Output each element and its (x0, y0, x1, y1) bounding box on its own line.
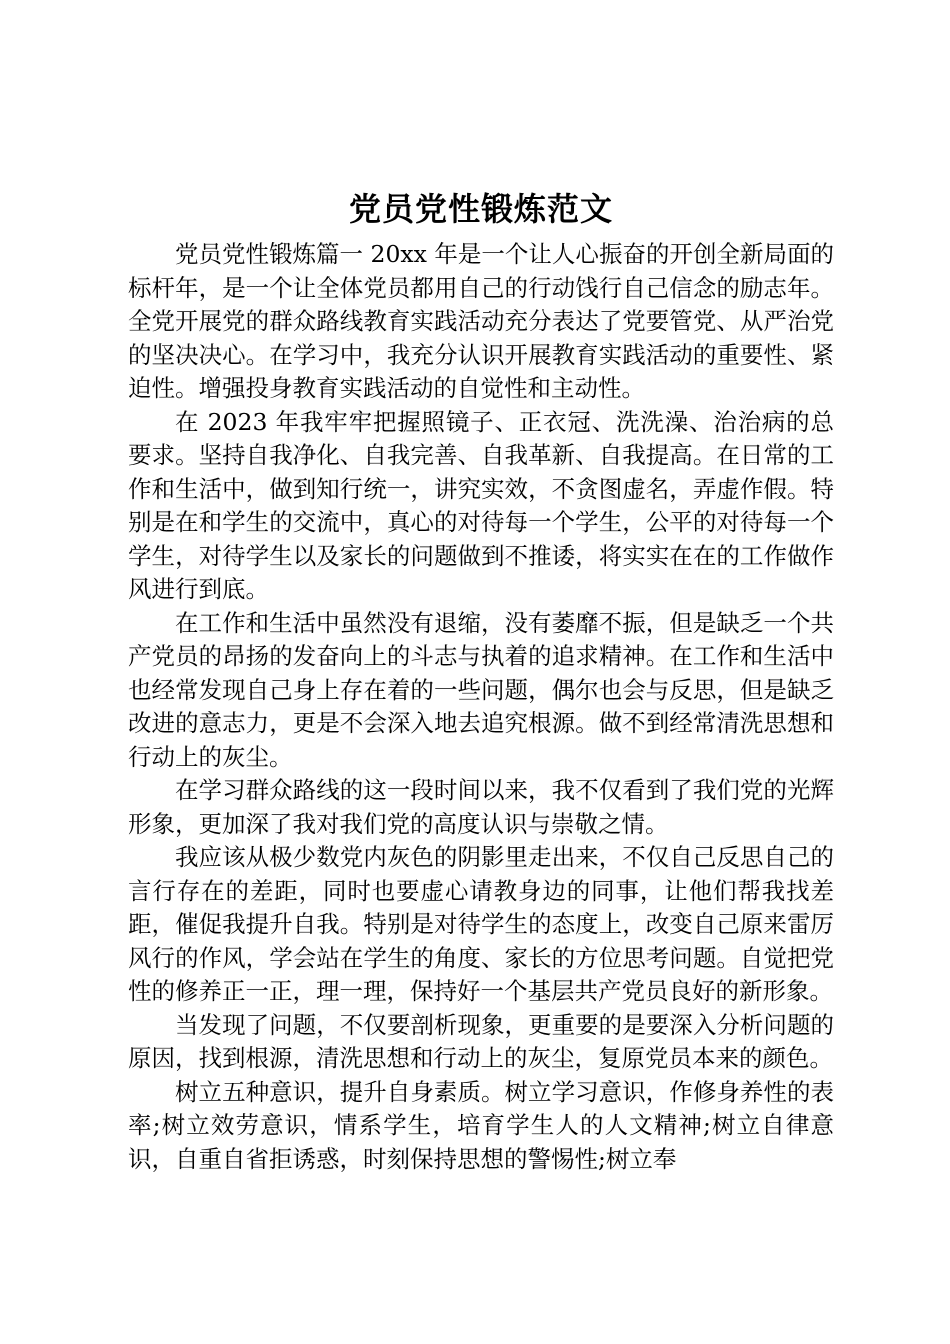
paragraph-2: 在 2023 年我牢牢把握照镜子、正衣冠、洗洗澡、治治病的总要求。坚持自我净化、自我完善、自我革新、自我提高。在日常的工作和生活中，做到知行统一，讲究实效，不贪图虚名，弄虚作假。特别是在和学生的交流中，真心的对待每一个学生，公平的对待每一个学生，对待学生以及家长的问题做到不推诿，将实实在在的工作做作风进行到底。 (128, 407, 834, 603)
paragraph-7: 树立五种意识，提升自身素质。树立学习意识，作修身养性的表率;树立效劳意识，情系学生，培育学生人的人文精神;树立自律意识，自重自省拒诱惑，时刻保持思想的警惕性;树立奉 (128, 1077, 834, 1173)
paragraph-4: 在学习群众路线的这一段时间以来，我不仅看到了我们党的光辉形象，更加深了我对我们党的高度认识与崇敬之情。 (128, 776, 834, 838)
paragraph-6: 当发现了问题，不仅要剖析现象，更重要的是要深入分析问题的原因，找到根源，清洗思想和行动上的灰尘，复原党员本来的颜色。 (128, 1010, 834, 1072)
paragraph-3: 在工作和生活中虽然没有退缩，没有萎靡不振，但是缺乏一个共产党员的昂扬的发奋向上的斗志与执着的追求精神。在工作和生活中也经常发现自己身上存在着的一些问题，偶尔也会与反思，但是缺乏改进的意志力，更是不会深入地去追究根源。做不到经常清洗思想和行动上的灰尘。 (128, 608, 834, 771)
paragraph-1: 党员党性锻炼篇一 20xx 年是一个让人心振奋的开创全新局面的标杆年，是一个让全体党员都用自己的行动饯行自己信念的励志年。全党开展党的群众路线教育实践活动充分表达了党要管党、从严治党的坚决决心。在学习中，我充分认识开展教育实践活动的重要性、紧迫性。增强投身教育实践活动的自觉性和主动性。 (128, 240, 834, 402)
document-page (128, 182, 834, 1176)
paragraph-5: 我应该从极少数党内灰色的阴影里走出来，不仅自己反思自己的言行存在的差距，同时也要虚心请教身边的同事，让他们帮我找差距，催促我提升自我。特别是对待学生的态度上，改变自己原来雷厉风行的作风，学会站在学生的角度、家长的方位思考问题。自觉把党性的修养正一正，理一理，保持好一个基层共产党员良好的新形象。 (128, 843, 834, 1005)
document-title: 党员党性锻炼范文 (348, 190, 613, 228)
